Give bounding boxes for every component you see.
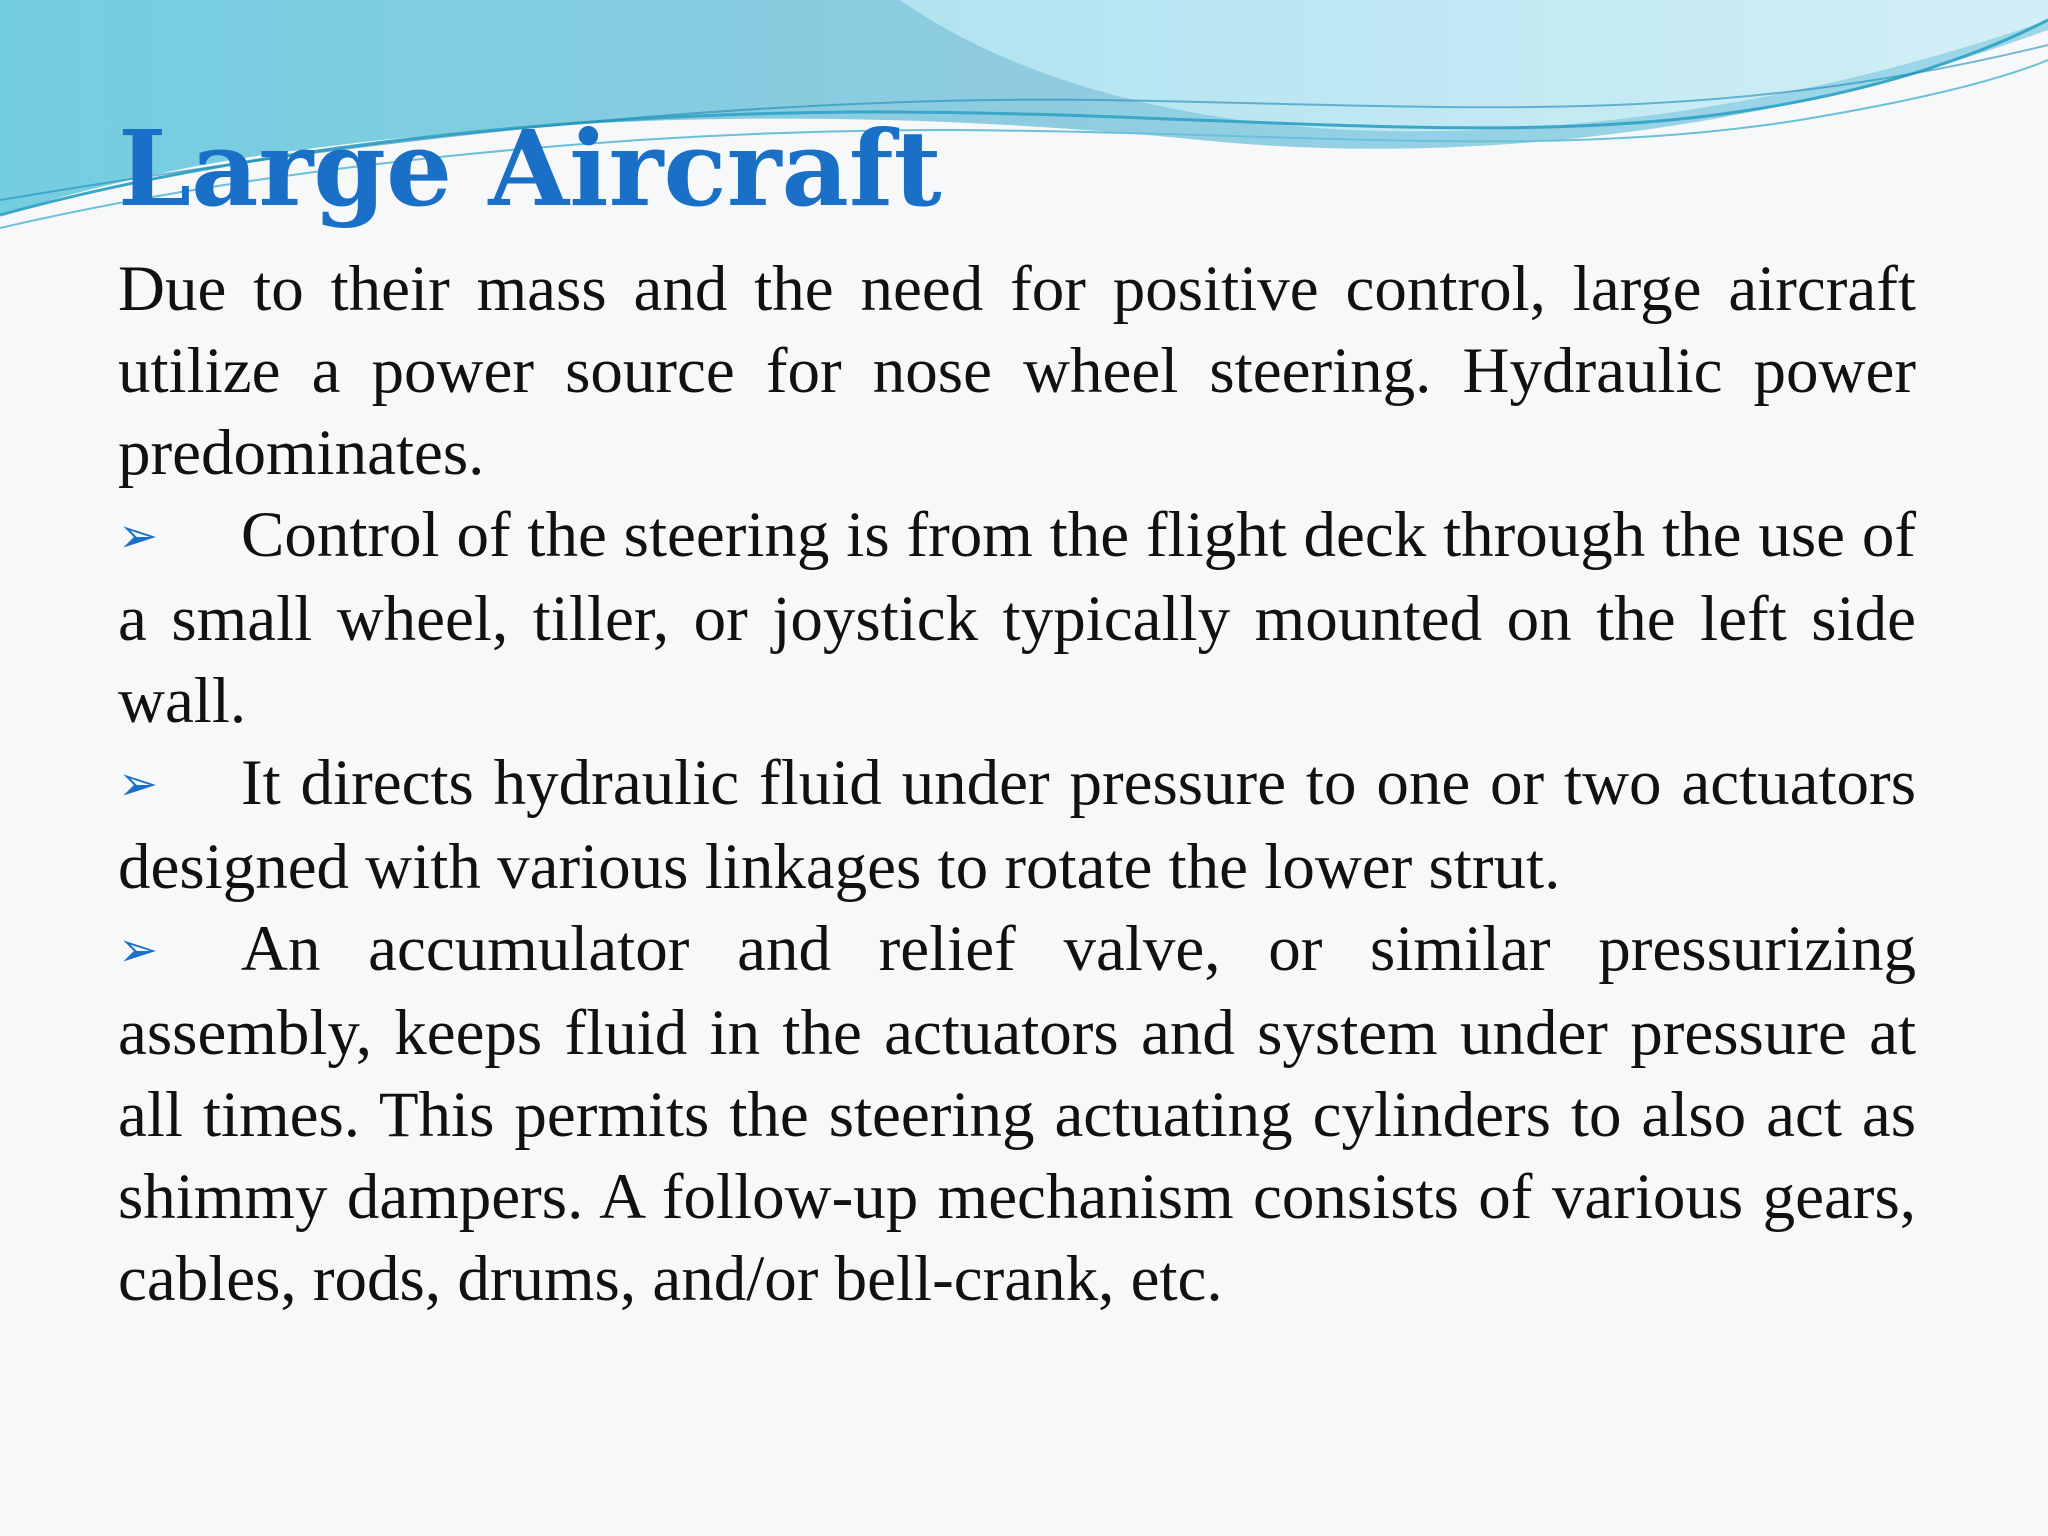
bullet-item — [118, 742, 1916, 908]
bullet-item — [118, 494, 1916, 742]
bullet-text: Control of the steering is from the flight deck through the use of a small wheel, tiller, or joystick typically mounted on the left side wall. — [118, 499, 1916, 737]
bullet-text: It directs hydraulic fluid under pressure to one or two actuators designed with various linkages to rotate the lower strut. — [118, 747, 1916, 903]
bullet-text: An accumulator and relief valve, or similar pressurizing assembly, keeps fluid in the actuators and system under pressure at all times. This permits the steering actuating cylinders to also act as shimmy dampers. A follow-up mechanism consists of various gears, cables, rods, drums, and/or bell-crank, etc. — [118, 913, 1916, 1315]
bullet-item — [118, 908, 1916, 1320]
slide-body — [118, 248, 1916, 1320]
arrow-bullet-icon: ➢ — [118, 758, 159, 811]
slide-title: Large Aircraft — [118, 107, 942, 230]
intro-paragraph: Due to their mass and the need for positive control, large aircraft utilize a power source for nose wheel steering. Hydraulic power predominates. — [118, 253, 1916, 489]
arrow-bullet-icon: ➢ — [118, 924, 159, 977]
arrow-bullet-icon: ➢ — [118, 510, 159, 563]
